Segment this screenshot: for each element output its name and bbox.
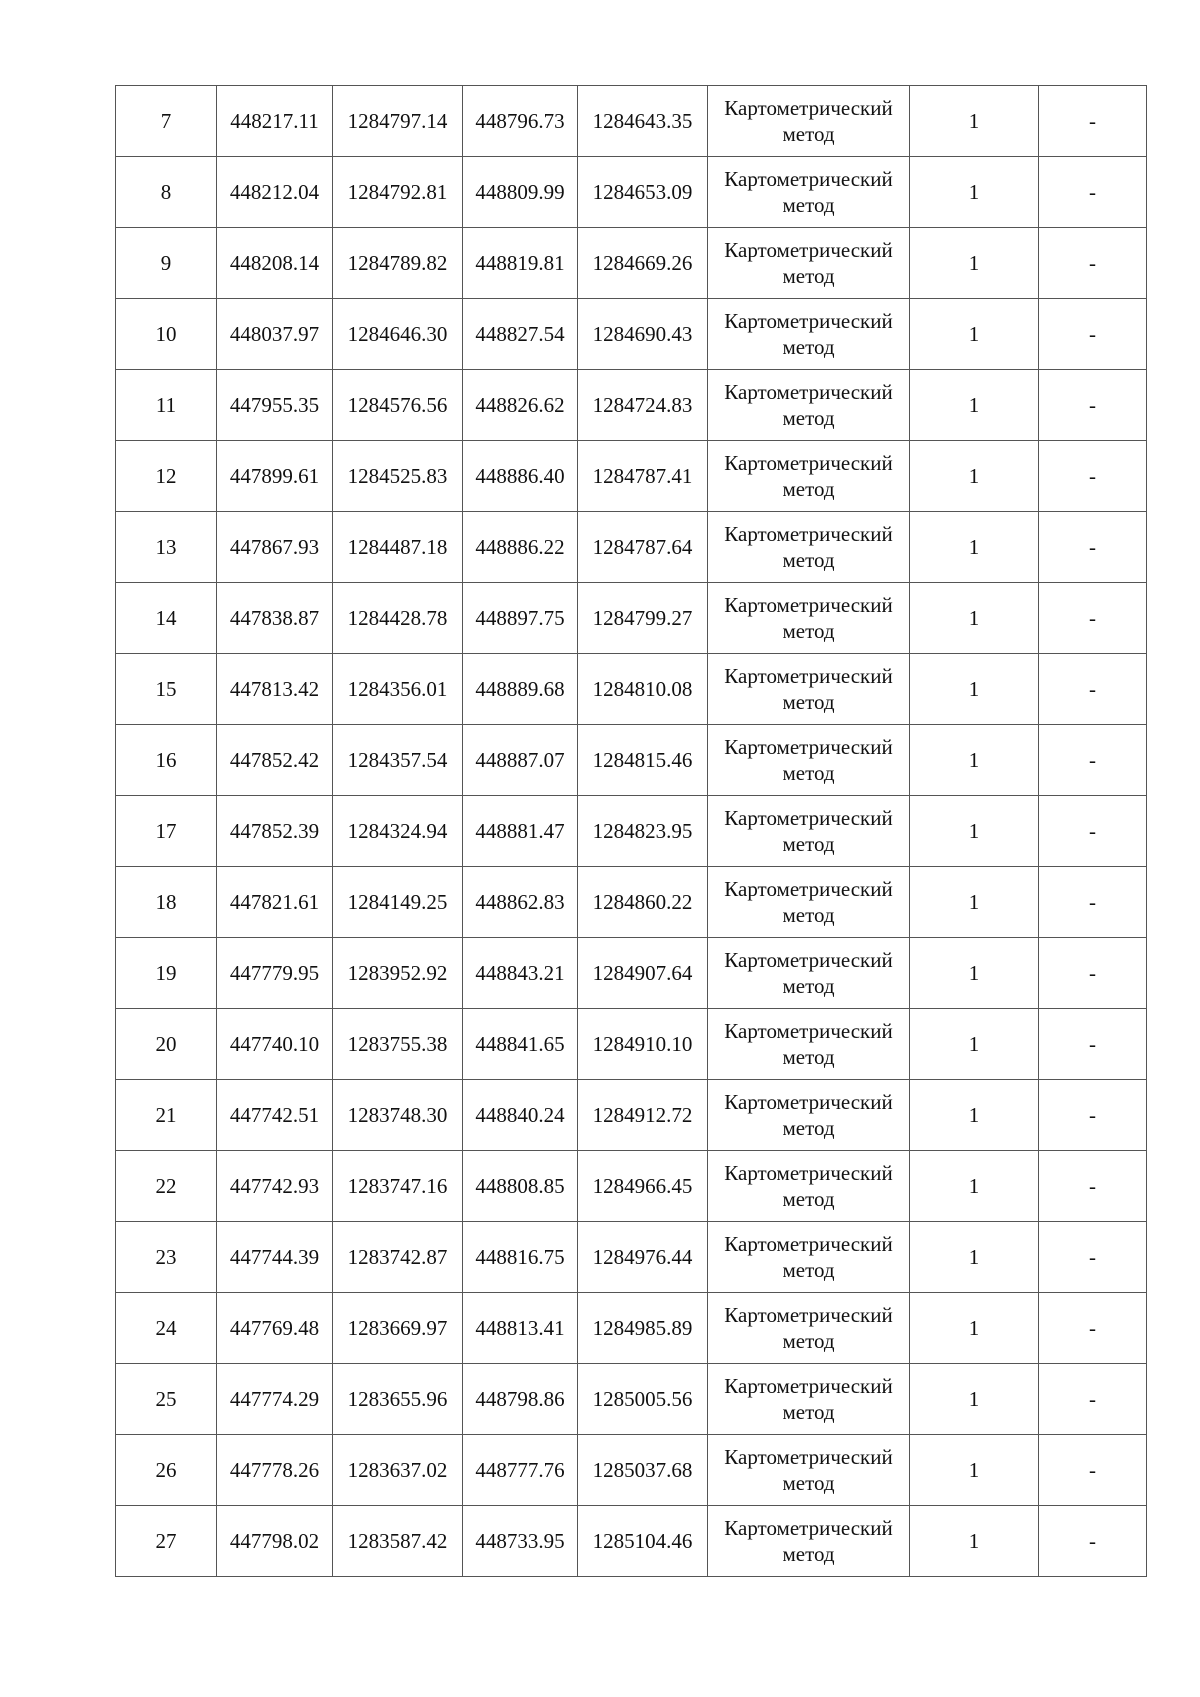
point-number-cell: 15 (116, 654, 217, 725)
y2-coordinate-cell: 1284976.44 (578, 1222, 708, 1293)
accuracy-cell: 1 (910, 1506, 1039, 1577)
table-row (116, 796, 1147, 867)
x-coordinate-cell: 448212.04 (217, 157, 333, 228)
y2-coordinate-cell: 1284912.72 (578, 1080, 708, 1151)
description-cell: - (1039, 725, 1147, 796)
description-cell: - (1039, 1222, 1147, 1293)
point-number-cell: 8 (116, 157, 217, 228)
table-row (116, 1364, 1147, 1435)
accuracy-cell: 1 (910, 725, 1039, 796)
x-coordinate-cell: 447779.95 (217, 938, 333, 1009)
point-number-cell: 9 (116, 228, 217, 299)
x-coordinate-cell: 447742.51 (217, 1080, 333, 1151)
y2-coordinate-cell: 1284787.41 (578, 441, 708, 512)
y2-coordinate-cell: 1284985.89 (578, 1293, 708, 1364)
point-number-cell: 11 (116, 370, 217, 441)
y2-coordinate-cell: 1284910.10 (578, 1009, 708, 1080)
x-coordinate-cell: 448037.97 (217, 299, 333, 370)
accuracy-cell: 1 (910, 1009, 1039, 1080)
point-number-cell: 24 (116, 1293, 217, 1364)
y-coordinate-cell: 1284487.18 (333, 512, 463, 583)
method-cell: Картометрический метод (708, 796, 910, 867)
y2-coordinate-cell: 1284799.27 (578, 583, 708, 654)
description-cell: - (1039, 1009, 1147, 1080)
method-cell: Картометрический метод (708, 1151, 910, 1222)
y-coordinate-cell: 1283755.38 (333, 1009, 463, 1080)
accuracy-cell: 1 (910, 441, 1039, 512)
description-cell: - (1039, 370, 1147, 441)
x2-coordinate-cell: 448886.22 (463, 512, 578, 583)
point-number-cell: 13 (116, 512, 217, 583)
accuracy-cell: 1 (910, 299, 1039, 370)
accuracy-cell: 1 (910, 1151, 1039, 1222)
method-cell: Картометрический метод (708, 867, 910, 938)
method-cell: Картометрический метод (708, 86, 910, 157)
description-cell: - (1039, 1506, 1147, 1577)
y2-coordinate-cell: 1284823.95 (578, 796, 708, 867)
description-cell: - (1039, 1080, 1147, 1151)
accuracy-cell: 1 (910, 867, 1039, 938)
x2-coordinate-cell: 448881.47 (463, 796, 578, 867)
y2-coordinate-cell: 1285037.68 (578, 1435, 708, 1506)
table-row (116, 725, 1147, 796)
accuracy-cell: 1 (910, 228, 1039, 299)
x-coordinate-cell: 447813.42 (217, 654, 333, 725)
description-cell: - (1039, 1364, 1147, 1435)
description-cell: - (1039, 228, 1147, 299)
description-cell: - (1039, 512, 1147, 583)
table-row (116, 299, 1147, 370)
x-coordinate-cell: 448208.14 (217, 228, 333, 299)
y-coordinate-cell: 1284428.78 (333, 583, 463, 654)
x2-coordinate-cell: 448816.75 (463, 1222, 578, 1293)
method-cell: Картометрический метод (708, 370, 910, 441)
point-number-cell: 16 (116, 725, 217, 796)
description-cell: - (1039, 1435, 1147, 1506)
x2-coordinate-cell: 448826.62 (463, 370, 578, 441)
point-number-cell: 25 (116, 1364, 217, 1435)
table-row (116, 441, 1147, 512)
accuracy-cell: 1 (910, 1222, 1039, 1293)
x2-coordinate-cell: 448827.54 (463, 299, 578, 370)
y2-coordinate-cell: 1284815.46 (578, 725, 708, 796)
y-coordinate-cell: 1283748.30 (333, 1080, 463, 1151)
point-number-cell: 20 (116, 1009, 217, 1080)
x-coordinate-cell: 447769.48 (217, 1293, 333, 1364)
x-coordinate-cell: 447778.26 (217, 1435, 333, 1506)
method-cell: Картометрический метод (708, 938, 910, 1009)
y-coordinate-cell: 1284797.14 (333, 86, 463, 157)
point-number-cell: 27 (116, 1506, 217, 1577)
x-coordinate-cell: 447955.35 (217, 370, 333, 441)
method-cell: Картометрический метод (708, 583, 910, 654)
method-cell: Картометрический метод (708, 512, 910, 583)
y-coordinate-cell: 1284646.30 (333, 299, 463, 370)
x2-coordinate-cell: 448819.81 (463, 228, 578, 299)
description-cell: - (1039, 1293, 1147, 1364)
method-cell: Картометрический метод (708, 1293, 910, 1364)
y-coordinate-cell: 1284149.25 (333, 867, 463, 938)
y-coordinate-cell: 1283742.87 (333, 1222, 463, 1293)
y-coordinate-cell: 1283669.97 (333, 1293, 463, 1364)
x2-coordinate-cell: 448889.68 (463, 654, 578, 725)
x2-coordinate-cell: 448841.65 (463, 1009, 578, 1080)
y-coordinate-cell: 1283747.16 (333, 1151, 463, 1222)
x-coordinate-cell: 447744.39 (217, 1222, 333, 1293)
point-number-cell: 19 (116, 938, 217, 1009)
method-cell: Картометрический метод (708, 1222, 910, 1293)
table-row (116, 228, 1147, 299)
method-cell: Картометрический метод (708, 654, 910, 725)
x2-coordinate-cell: 448733.95 (463, 1506, 578, 1577)
y-coordinate-cell: 1284525.83 (333, 441, 463, 512)
description-cell: - (1039, 1151, 1147, 1222)
table-row (116, 1506, 1147, 1577)
table-row (116, 1009, 1147, 1080)
table-row (116, 86, 1147, 157)
table-row (116, 1222, 1147, 1293)
method-cell: Картометрический метод (708, 157, 910, 228)
x2-coordinate-cell: 448796.73 (463, 86, 578, 157)
table-row (116, 157, 1147, 228)
method-cell: Картометрический метод (708, 1009, 910, 1080)
method-cell: Картометрический метод (708, 1080, 910, 1151)
y2-coordinate-cell: 1284690.43 (578, 299, 708, 370)
point-number-cell: 22 (116, 1151, 217, 1222)
y-coordinate-cell: 1283655.96 (333, 1364, 463, 1435)
description-cell: - (1039, 654, 1147, 725)
point-number-cell: 7 (116, 86, 217, 157)
y-coordinate-cell: 1283952.92 (333, 938, 463, 1009)
x2-coordinate-cell: 448840.24 (463, 1080, 578, 1151)
x2-coordinate-cell: 448886.40 (463, 441, 578, 512)
y-coordinate-cell: 1284792.81 (333, 157, 463, 228)
description-cell: - (1039, 157, 1147, 228)
description-cell: - (1039, 938, 1147, 1009)
y2-coordinate-cell: 1284787.64 (578, 512, 708, 583)
point-number-cell: 10 (116, 299, 217, 370)
point-number-cell: 14 (116, 583, 217, 654)
x2-coordinate-cell: 448809.99 (463, 157, 578, 228)
description-cell: - (1039, 867, 1147, 938)
x-coordinate-cell: 447852.39 (217, 796, 333, 867)
method-cell: Картометрический метод (708, 228, 910, 299)
y-coordinate-cell: 1283587.42 (333, 1506, 463, 1577)
table-row (116, 938, 1147, 1009)
x-coordinate-cell: 447838.87 (217, 583, 333, 654)
description-cell: - (1039, 441, 1147, 512)
accuracy-cell: 1 (910, 370, 1039, 441)
y2-coordinate-cell: 1284643.35 (578, 86, 708, 157)
coordinates-table (115, 85, 1147, 1577)
method-cell: Картометрический метод (708, 1364, 910, 1435)
accuracy-cell: 1 (910, 86, 1039, 157)
y-coordinate-cell: 1284789.82 (333, 228, 463, 299)
accuracy-cell: 1 (910, 938, 1039, 1009)
method-cell: Картометрический метод (708, 299, 910, 370)
x-coordinate-cell: 448217.11 (217, 86, 333, 157)
x2-coordinate-cell: 448887.07 (463, 725, 578, 796)
accuracy-cell: 1 (910, 1293, 1039, 1364)
y2-coordinate-cell: 1284653.09 (578, 157, 708, 228)
table-row (116, 583, 1147, 654)
x2-coordinate-cell: 448813.41 (463, 1293, 578, 1364)
accuracy-cell: 1 (910, 1435, 1039, 1506)
accuracy-cell: 1 (910, 512, 1039, 583)
table-row (116, 1293, 1147, 1364)
accuracy-cell: 1 (910, 157, 1039, 228)
table-row (116, 1080, 1147, 1151)
method-cell: Картометрический метод (708, 725, 910, 796)
x2-coordinate-cell: 448862.83 (463, 867, 578, 938)
accuracy-cell: 1 (910, 654, 1039, 725)
point-number-cell: 12 (116, 441, 217, 512)
y2-coordinate-cell: 1285005.56 (578, 1364, 708, 1435)
y-coordinate-cell: 1284324.94 (333, 796, 463, 867)
table-row (116, 370, 1147, 441)
description-cell: - (1039, 583, 1147, 654)
x2-coordinate-cell: 448897.75 (463, 583, 578, 654)
x2-coordinate-cell: 448798.86 (463, 1364, 578, 1435)
description-cell: - (1039, 86, 1147, 157)
table-row (116, 867, 1147, 938)
method-cell: Картометрический метод (708, 1435, 910, 1506)
description-cell: - (1039, 796, 1147, 867)
accuracy-cell: 1 (910, 796, 1039, 867)
table-row (116, 1151, 1147, 1222)
description-cell: - (1039, 299, 1147, 370)
y-coordinate-cell: 1284356.01 (333, 654, 463, 725)
y2-coordinate-cell: 1284966.45 (578, 1151, 708, 1222)
y-coordinate-cell: 1284576.56 (333, 370, 463, 441)
x-coordinate-cell: 447742.93 (217, 1151, 333, 1222)
method-cell: Картометрический метод (708, 1506, 910, 1577)
x-coordinate-cell: 447821.61 (217, 867, 333, 938)
x2-coordinate-cell: 448777.76 (463, 1435, 578, 1506)
x2-coordinate-cell: 448843.21 (463, 938, 578, 1009)
table-row (116, 1435, 1147, 1506)
table-row (116, 654, 1147, 725)
x-coordinate-cell: 447798.02 (217, 1506, 333, 1577)
table-row (116, 512, 1147, 583)
accuracy-cell: 1 (910, 1080, 1039, 1151)
x-coordinate-cell: 447852.42 (217, 725, 333, 796)
point-number-cell: 21 (116, 1080, 217, 1151)
y2-coordinate-cell: 1284810.08 (578, 654, 708, 725)
x-coordinate-cell: 447774.29 (217, 1364, 333, 1435)
table-body (116, 86, 1147, 1577)
y-coordinate-cell: 1284357.54 (333, 725, 463, 796)
y2-coordinate-cell: 1285104.46 (578, 1506, 708, 1577)
point-number-cell: 17 (116, 796, 217, 867)
y-coordinate-cell: 1283637.02 (333, 1435, 463, 1506)
x-coordinate-cell: 447740.10 (217, 1009, 333, 1080)
method-cell: Картометрический метод (708, 441, 910, 512)
y2-coordinate-cell: 1284724.83 (578, 370, 708, 441)
point-number-cell: 26 (116, 1435, 217, 1506)
accuracy-cell: 1 (910, 1364, 1039, 1435)
y2-coordinate-cell: 1284669.26 (578, 228, 708, 299)
y2-coordinate-cell: 1284907.64 (578, 938, 708, 1009)
x2-coordinate-cell: 448808.85 (463, 1151, 578, 1222)
accuracy-cell: 1 (910, 583, 1039, 654)
y2-coordinate-cell: 1284860.22 (578, 867, 708, 938)
x-coordinate-cell: 447899.61 (217, 441, 333, 512)
point-number-cell: 18 (116, 867, 217, 938)
point-number-cell: 23 (116, 1222, 217, 1293)
x-coordinate-cell: 447867.93 (217, 512, 333, 583)
